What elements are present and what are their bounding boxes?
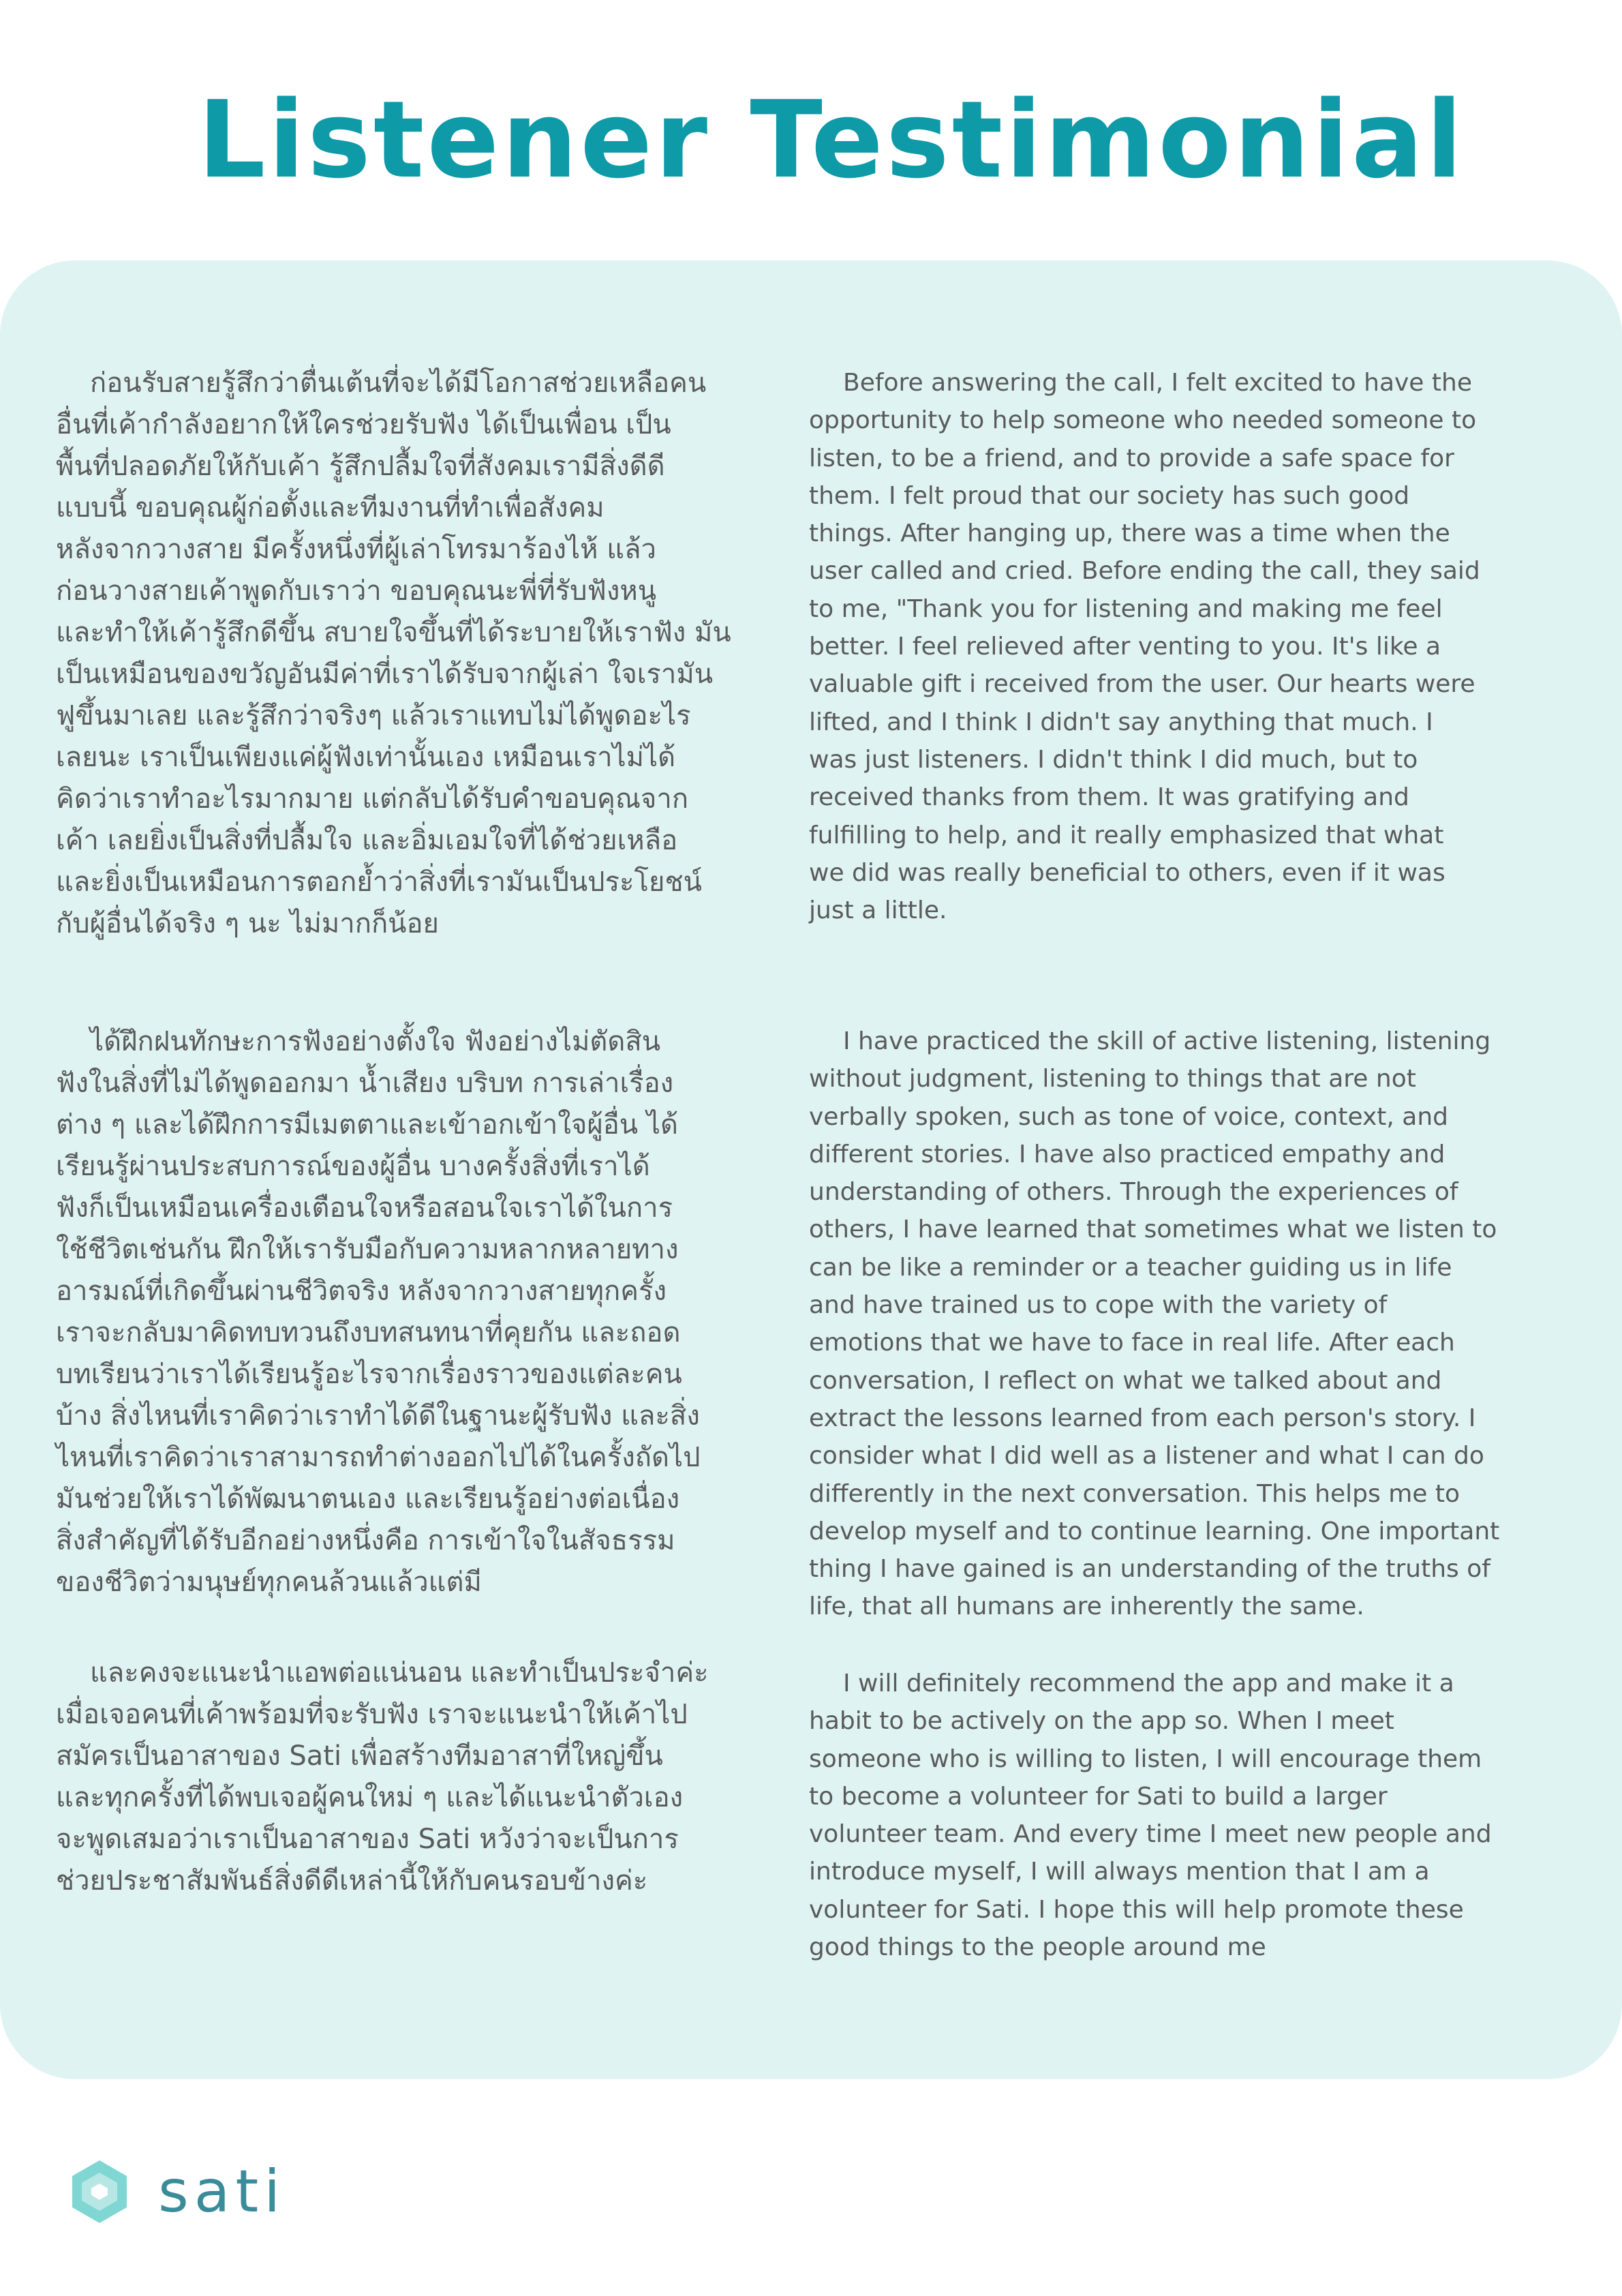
sati-logo-icon: [65, 2158, 134, 2226]
english-paragraph-1: Before answering the call, I felt excited to have the opportunity to help someone who needed someone to listen, to be a friend, and to provide a safe space for them. I felt proud that our society has such good things. After hanging up, there was a time when the user called and cried. Before ending the call, they said to me, "Thank you for listening and making me feel better. I feel relieved after venting to you. It's like a valuable gift i received from the user. Our hearts were lifted, and I think I didn't say anything that much. I was just listeners. I didn't think I did much, but to received thanks from them. It was gratifying and fulfilling to help, and it really emphasized that what we did was really beneficial to others, even if it was just a little.: [809, 369, 1480, 925]
sati-logo-text: sati: [158, 2158, 286, 2226]
sati-logo: [65, 2154, 286, 2229]
english-paragraph-3: I will definitely recommend the app and make it a habit to be actively on the app so. When I meet someone who is willing to listen, I will encourage them to become a volunteer for Sati to build a larger volunteer team. And every time I meet new people and introduce myself, I will always mention that I am a volunteer for Sati. I hope this will help promote these good things to the people around me: [809, 1670, 1492, 1962]
english-paragraph-2: I have practiced the skill of active listening, listening without judgment, listening to things that are not verbally spoken, such as tone of voice, context, and different stories. I have also practiced empathy and understanding of others. Through the experiences of others, I have learned that sometimes what we listen to can be like a reminder or a teacher guiding us in life and have trained us to cope with the variety of emotions that we have to face in real life. After each conversation, I reflect on what we talked about and extract the lessons learned from each person's story. I consider what I did well as a listener and what I can do differently in the next conversation. This helps me to develop myself and to continue learning. One important thing I have gained is an understanding of the truths of life, that all humans are inherently the same.: [809, 1027, 1500, 1621]
page-title: Listener Testimonial: [198, 78, 1465, 202]
thai-paragraph-2: ได้ฝึกฝนทักษะการฟังอย่างตั้งใจ ฟังอย่างไม่ตัดสิน ฟังในสิ่งที่ไม่ได้พูดออกมา น้ำเสียง บริบท การเล่าเรื่อง ต่าง ๆ และได้ฝึกการมีเมตตาและเข้าอกเข้าใจผู้อื่น ได้ เรียนรู้ผ่านประสบการณ์ของผู้อื่น บางครั้งสิ่งที่เราได้ ฟังก็เป็นเหมือนเครื่องเตือนใจหรือสอนใจเราได้ในการ ใช้ชีวิตเช่นกัน ฝึกให้เรารับมือกับความหลากหลายทาง อารมณ์ที่เกิดขึ้นผ่านชีวิตจริง หลังจากวางสายทุกครั้ง เราจะกลับมาคิดทบทวนถึงบทสนทนาที่คุยกัน และถอด บทเรียนว่าเราได้เรียนรู้อะไรจากเรื่องราวของแต่ละคน บ้าง สิ่งไหนที่เราคิดว่าเราทำได้ดีในฐานะผู้รับฟัง และสิ่ง ไหนที่เราคิดว่าเราสามารถทำต่างออกไปได้ในครั้งถัดไป มันช่วยให้เราได้พัฒนาตนเอง และเรียนรู้อย่างต่อเนื่อง สิ่งสำคัญที่ได้รับอีกอย่างหนึ่งคือ การเข้าใจในสัจธรรม ของชีวิตว่ามนุษย์ทุกคนล้วนแล้วแต่มี: [56, 1026, 701, 1598]
thai-paragraph-3: และคงจะแนะนำแอพต่อแน่นอน และทำเป็นประจำค่ะ เมื่อเจอคนที่เค้าพร้อมที่จะรับฟัง เราจะแนะนำให้เค้าไป สมัครเป็นอาสาของ Sati เพื่อสร้างทีมอาสาที่ใหญ่ขึ้น และทุกครั้งที่ได้พบเจอผู้คนใหม่ ๆ และได้แนะนำตัวเอง จะพูดเสมอว่าเราเป็นอาสาของ Sati หวังว่าจะเป็นการ ช่วยประชาสัมพันธ์สิ่งดีดีเหล่านี้ให้กับคนรอบข้างค่ะ: [56, 1657, 709, 1897]
thai-paragraph-1: ก่อนรับสายรู้สึกว่าตื่นเต้นที่จะได้มีโอกาสช่วยเหลือคน อื่นที่เค้ากำลังอยากให้ใครช่วยรับฟัง ได้เป็นเพื่อน เป็น พื้นที่ปลอดภัยให้กับเค้า รู้สึกปลื้มใจที่สังคมเรามีสิ่งดีดี แบบนี้ ขอบคุณผู้ก่อตั้งและทีมงานที่ทำเพื่อสังคม หลังจากวางสาย มีครั้งหนึ่งที่ผู้เล่าโทรมาร้องไห้ แล้ว ก่อนวางสายเค้าพูดกับเราว่า ขอบคุณนะพี่ที่รับฟังหนู และทำให้เค้ารู้สึกดีขึ้น สบายใจขึ้นที่ได้ระบายให้เราฟัง มัน เป็นเหมือนของขวัญอันมีค่าที่เราได้รับจากผู้เล่า ใจเรามัน ฟูขึ้นมาเลย และรู้สึกว่าจริงๆ แล้วเราแทบไม่ได้พูดอะไร เลยนะ เราเป็นเพียงแค่ผู้ฟังเท่านั้นเอง เหมือนเราไม่ได้ คิดว่าเราทำอะไรมากมาย แต่กลับได้รับคำขอบคุณจาก เค้า เลยยิ่งเป็นสิ่งที่ปลื้มใจ และอิ่มเอมใจที่ได้ช่วยเหลือ และยิ่งเป็นเหมือนการตอกย้ำว่าสิ่งที่เรามันเป็นประโยชน์ กับผู้อื่นได้จริง ๆ นะ ไม่มากก็น้อย: [56, 367, 731, 939]
